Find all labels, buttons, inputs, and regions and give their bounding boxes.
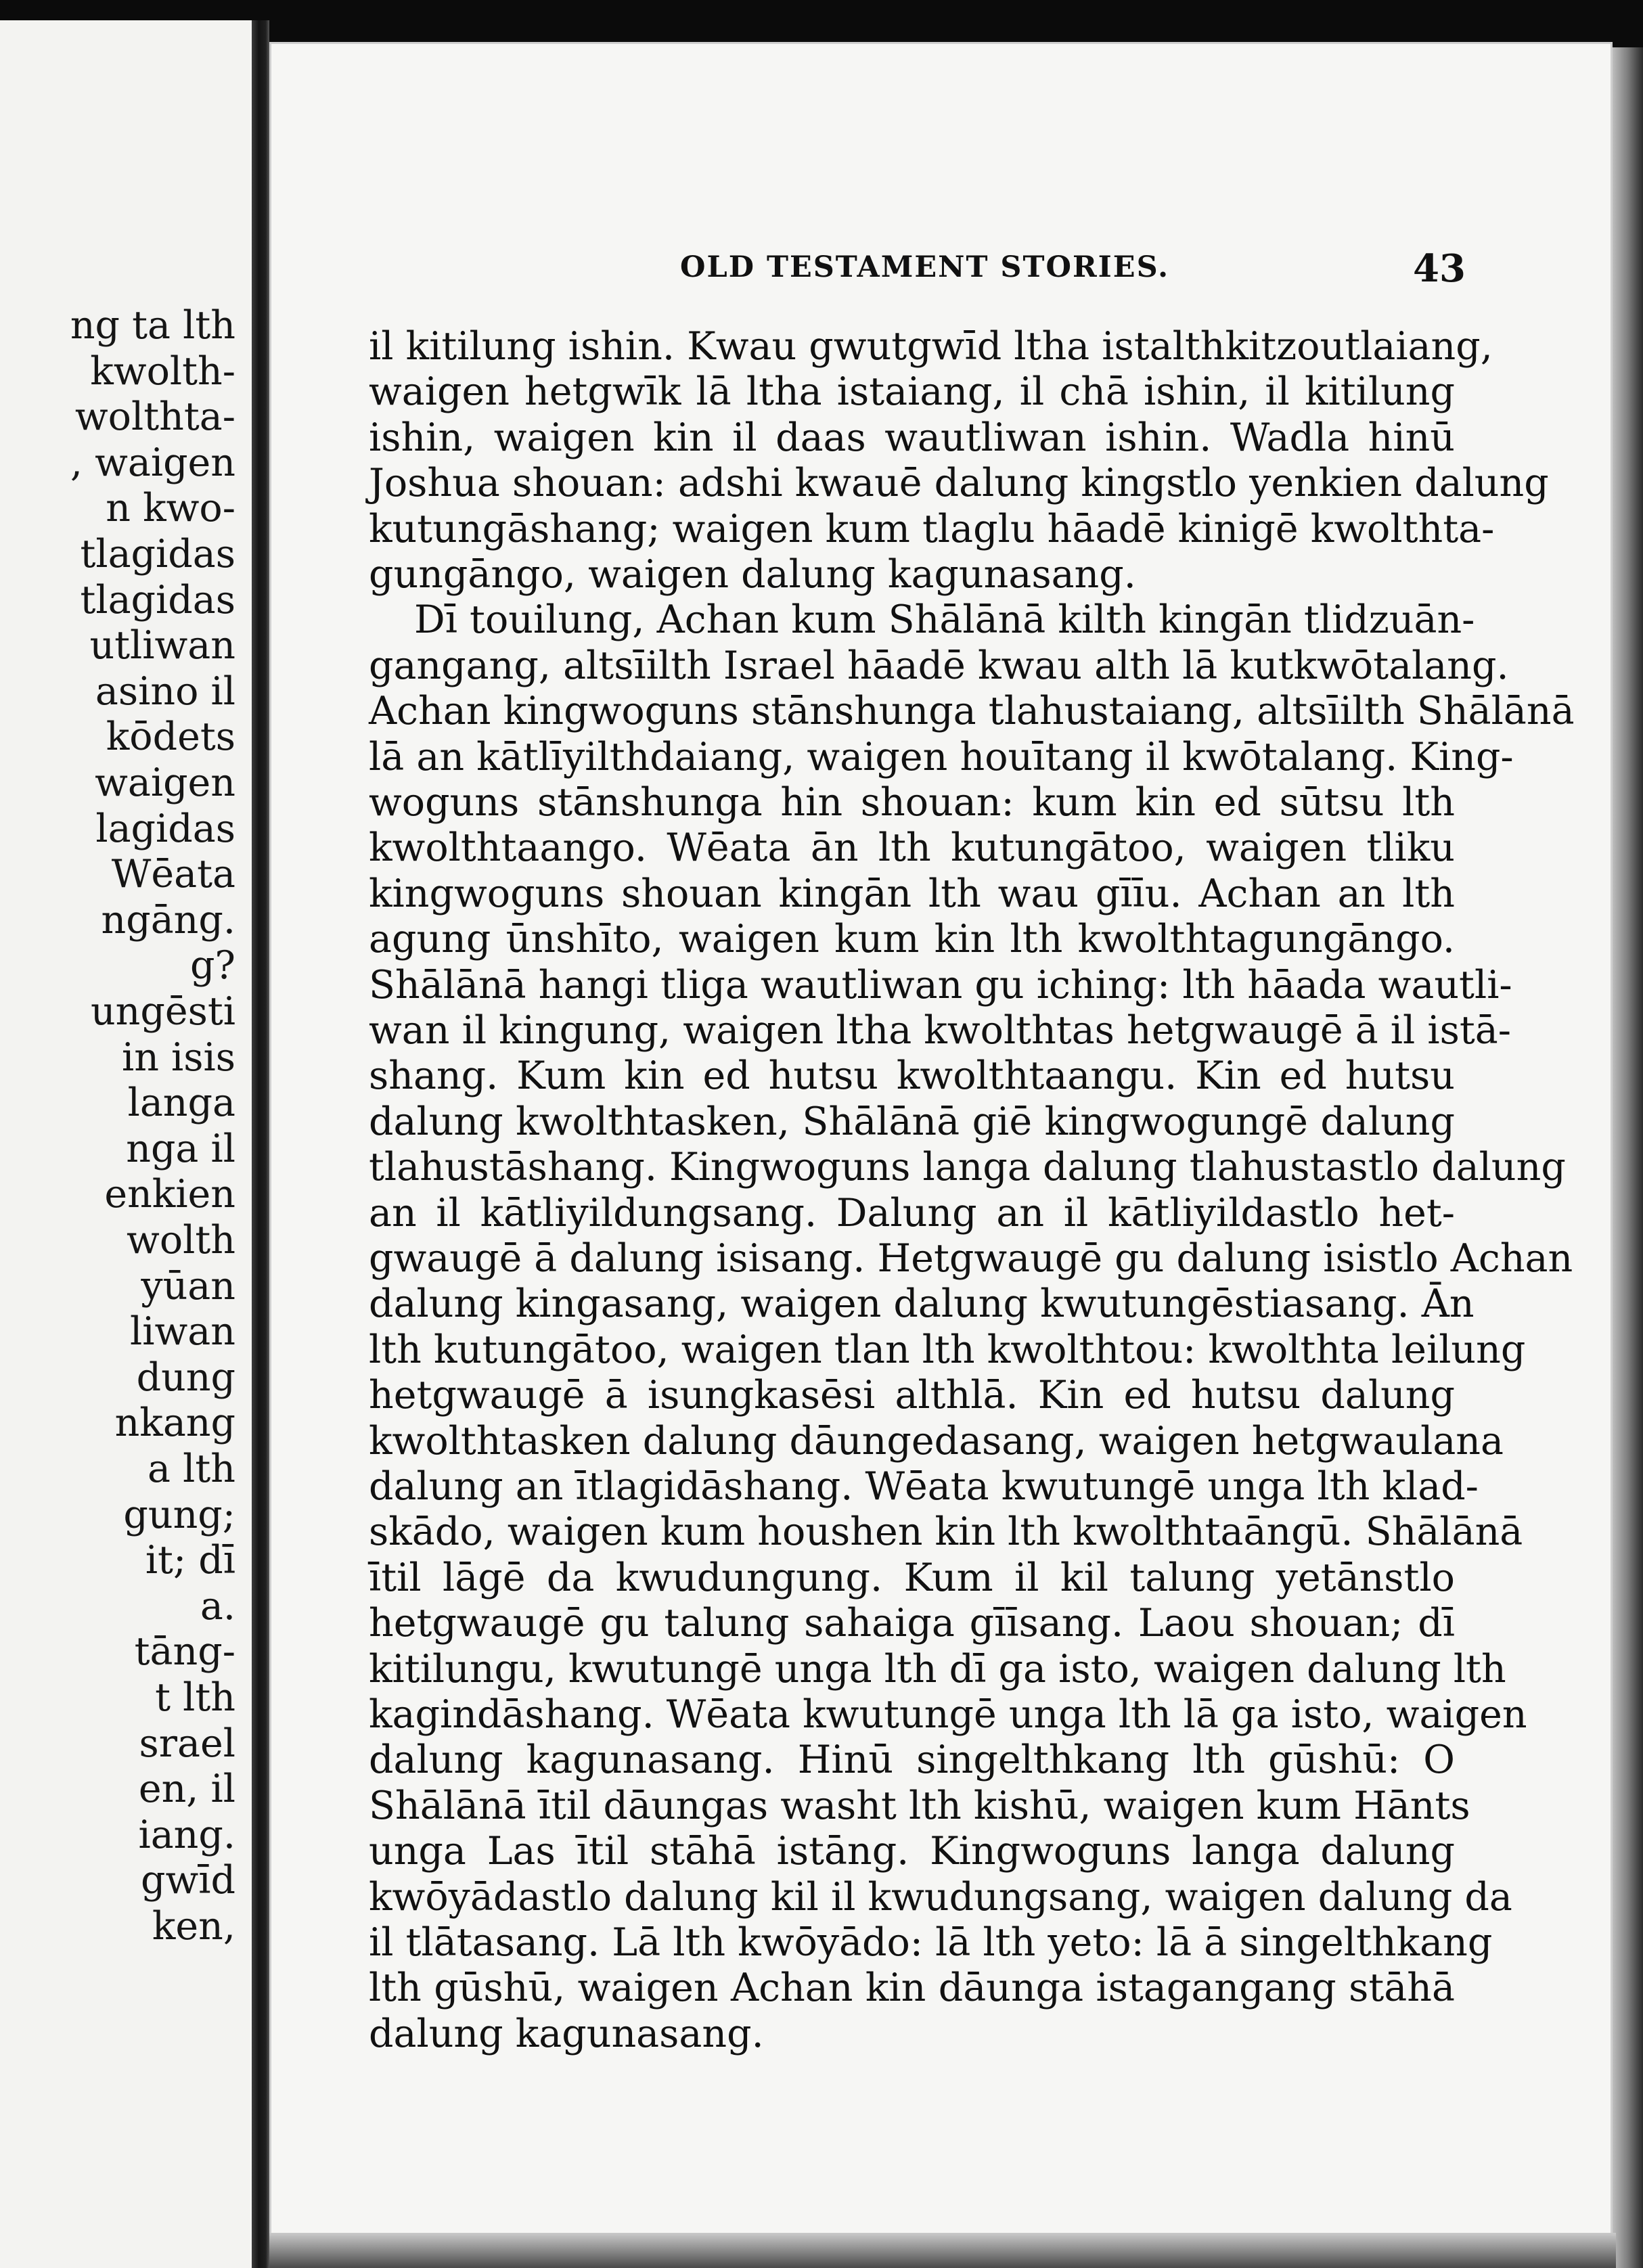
text-line: skādo, waigen kum houshen kin lth kwolthtaāngū. Shālānā [369, 1510, 1523, 1555]
page-edge-shadow [1613, 47, 1643, 2268]
text-line: gwaugē ā dalung isisang. Hetgwaugē gu dalung isistlo Achan [369, 1236, 1573, 1281]
text-line: gungāngo, waigen dalung kagunasang. [369, 552, 1136, 597]
text-line: hetgwaugē gu talung sahaiga gīīsang. Laou shouan; dī [369, 1601, 1455, 1646]
text-line: kwōyādastlo dalung kil il kwudungsang, waigen dalung da [369, 1874, 1512, 1920]
bottom-edge-shadow [269, 2233, 1616, 2268]
text-line: il tlātasang. Lā lth kwōyādo: lā lth yeto: lā ā singelthkang [369, 1920, 1493, 1965]
text-line: lā an kātlīyilthdaiang, waigen houītang il kwōtalang. King- [369, 734, 1514, 779]
text-line: tlahustāshang. Kingwoguns langa dalung tlahustastlo dalung [369, 1145, 1566, 1190]
left-page-line: enkien [104, 1172, 235, 1217]
left-page-line: in isis [121, 1035, 235, 1080]
left-page-line: ken, [152, 1904, 235, 1949]
left-page-line: liwan [130, 1309, 235, 1355]
page-number: 43 [1413, 246, 1466, 291]
text-line: unga Las ītil stāhā istāng. Kingwoguns langa dalung [369, 1829, 1455, 1874]
left-page-line: n kwo- [106, 486, 235, 531]
text-line: ītil lāgē da kwudungung. Kum il kil talung yetānstlo [369, 1555, 1455, 1600]
left-page-line: , waigen [70, 440, 235, 485]
text-line: Achan kingwoguns stānshunga tlahustaiang, altsīilth Shālānā [369, 689, 1575, 734]
text-line: lth kutungātoo, waigen tlan lth kwolthtou: kwolthta leilung [369, 1327, 1526, 1372]
text-line: dalung kagunasang. [369, 2011, 764, 2056]
left-page-line: gwīd [141, 1858, 235, 1903]
left-page-line: nga il [126, 1126, 235, 1171]
text-line: waigen hetgwīk lā ltha istaiang, il chā ishin, il kitilung [369, 369, 1455, 415]
left-page-line: yūan [141, 1263, 235, 1309]
text-line: woguns stānshunga hin shouan: kum kin ed sūtsu lth [369, 780, 1455, 825]
text-line: ishin, waigen kin il daas wautliwan ishin. Wadla hinū [369, 415, 1455, 460]
text-line: Joshua shouan: adshi kwauē dalung kingstlo yenkien dalung [369, 461, 1549, 506]
left-page-line: ng ta lth [70, 303, 235, 348]
left-page-line: tlagidas [80, 532, 235, 576]
left-page-line: tāng- [134, 1629, 235, 1675]
text-line: kagindāshang. Wēata kwutungē unga lth lā ga isto, waigen [369, 1692, 1527, 1737]
left-page-line: utliwan [89, 623, 235, 668]
text-line: agung ūnshīto, waigen kum kin lth kwolthtagungāngo. [369, 917, 1455, 962]
left-page-line: srael [139, 1721, 235, 1766]
book-gutter [252, 20, 269, 2268]
text-line: hetgwaugē ā isungkasēsi althlā. Kin ed hutsu dalung [369, 1373, 1455, 1418]
text-line: an il kātliyildungsang. Dalung an il kātliyildastlo het- [369, 1190, 1455, 1235]
left-page-line: kōdets [106, 715, 235, 760]
text-line: lth gūshū, waigen Achan kin dāunga istagangang stāhā [369, 1966, 1455, 2011]
text-line: kingwoguns shouan kingān lth wau gīīu. Achan an lth [369, 871, 1455, 916]
left-page-line: g? [189, 943, 235, 989]
text-line: shang. Kum kin ed hutsu kwolthtaangu. Kin ed hutsu [369, 1053, 1455, 1099]
left-page-line: wolthta- [74, 394, 235, 440]
left-page-line: tlagidas [80, 577, 235, 622]
text-line: dalung an ītlagidāshang. Wēata kwutungē unga lth klad- [369, 1464, 1479, 1509]
left-page-line: Wēata [111, 852, 235, 897]
running-head: OLD TESTAMENT STORIES. [680, 250, 1170, 284]
left-page-line: langa [127, 1081, 235, 1126]
text-line: kwolthtaango. Wēata ān lth kutungātoo, waigen tliku [369, 825, 1455, 871]
left-page-line: waigen [95, 761, 235, 805]
text-line: kwolthtasken dalung dāungedasang, waigen hetgwaulana [369, 1418, 1504, 1464]
left-page-line: t lth [155, 1675, 235, 1720]
left-page-line: kwolth- [90, 348, 235, 394]
text-line: wan il kingung, waigen ltha kwolthtas hetgwaugē ā il istā- [369, 1008, 1512, 1053]
left-facing-page [0, 20, 252, 2268]
text-line: gangang, altsīilth Israel hāadē kwau alth lā kutkwōtalang. [369, 643, 1509, 688]
left-page-line: nkang [114, 1401, 235, 1446]
left-page-line: en, il [138, 1767, 235, 1812]
left-page-line: gung; [123, 1492, 235, 1537]
left-page-line: dung [136, 1355, 235, 1400]
text-line: Dī touilung, Achan kum Shālānā kilth kingān tlidzuān- [414, 597, 1475, 643]
text-line: Shālānā ītil dāungas washt lth kishū, waigen kum Hānts [369, 1783, 1470, 1828]
text-line: kutungāshang; waigen kum tlaglu hāadē kinigē kwolthta- [369, 506, 1495, 551]
left-page-line: a lth [148, 1447, 235, 1491]
left-page-line: a. [200, 1583, 235, 1629]
left-page-line: iang. [138, 1812, 235, 1857]
text-line: Shālānā hangi tliga wautliwan gu iching: lth hāada wautli- [369, 962, 1512, 1007]
left-page-line: wolth [127, 1218, 235, 1263]
text-line: dalung kingasang, waigen dalung kwutungēstiasang. Ān [369, 1282, 1475, 1327]
text-line: il kitilung ishin. Kwau gwutgwīd ltha istalthkitzoutlaiang, [369, 324, 1493, 369]
text-line: kitilungu, kwutungē unga lth dī ga isto, waigen dalung lth [369, 1646, 1506, 1692]
text-line: dalung kagunasang. Hinū singelthkang lth gūshū: O [369, 1738, 1455, 1783]
left-page-line: ngāng. [101, 897, 235, 943]
left-page-line: lagidas [95, 806, 235, 851]
left-page-line: ungēsti [90, 989, 235, 1034]
text-line: dalung kwolthtasken, Shālānā giē kingwogungē dalung [369, 1099, 1455, 1144]
left-page-line: it; dī [145, 1538, 235, 1583]
left-page-line: asino il [95, 668, 235, 714]
